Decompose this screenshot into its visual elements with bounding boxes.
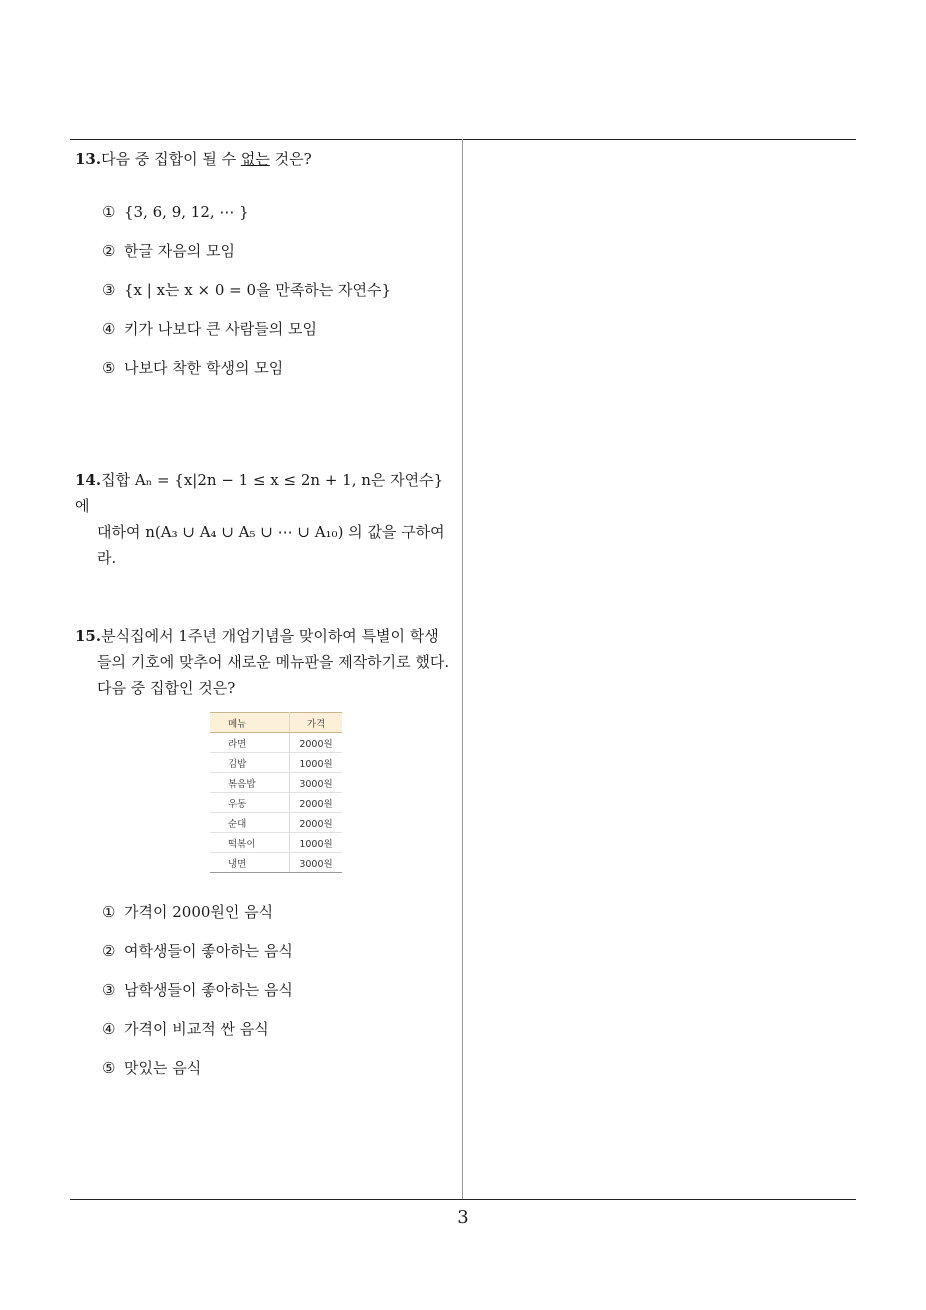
price-cell: 3000원: [290, 853, 343, 873]
choice-mark: ④: [102, 320, 116, 338]
price-cell: 2000원: [290, 733, 343, 753]
table-row: [210, 833, 342, 853]
question-15-choice-3[interactable]: [102, 980, 452, 1019]
question-13-choice-3[interactable]: [102, 280, 452, 319]
table-row: [210, 773, 342, 793]
table-row: [210, 793, 342, 813]
menu-cell: 라면: [210, 733, 290, 753]
choice-mark: ④: [102, 1020, 116, 1038]
menu-price-table: [210, 712, 342, 873]
table-header-row: [210, 713, 342, 733]
menu-cell: 우동: [210, 793, 290, 813]
choice-text: 한글 자음의 모임: [124, 242, 235, 260]
menu-cell: 볶음밥: [210, 773, 290, 793]
price-cell: 2000원: [290, 793, 343, 813]
choice-text: {x | x는 x × 0 = 0을 만족하는 자연수}: [124, 281, 392, 299]
choice-text: 나보다 착한 학생의 모임: [124, 359, 284, 377]
choice-text: 여학생들이 좋아하는 음식: [124, 942, 293, 960]
menu-cell: 순대: [210, 813, 290, 833]
question-15-line-2: 들의 기호에 맞추어 새로운 메뉴판을 제작하기로 했다.: [97, 653, 450, 671]
question-14-line-1: [75, 467, 457, 519]
choice-mark: ③: [102, 281, 116, 299]
question-13-text-after: 것은?: [269, 150, 312, 168]
price-cell: 3000원: [290, 773, 343, 793]
question-15-line-1: [75, 623, 457, 649]
table-row: [210, 733, 342, 753]
column-divider: [462, 139, 463, 1200]
choice-text: 남학생들이 좋아하는 음식: [124, 981, 293, 999]
table-header-menu: 메뉴: [210, 713, 290, 733]
table-header-price: 가격: [290, 713, 343, 733]
bottom-rule: [70, 1199, 856, 1200]
question-13-text-before: 다음 중 집합이 될 수: [101, 150, 241, 168]
choice-mark: ⑤: [102, 1059, 116, 1077]
choice-text: 가격이 2000원인 음식: [124, 903, 274, 921]
question-15-choice-2[interactable]: [102, 941, 452, 980]
table-row: [210, 813, 342, 833]
choice-text: 키가 나보다 큰 사람들의 모임: [124, 320, 317, 338]
table-row: [210, 853, 342, 873]
choice-text: 가격이 비교적 싼 음식: [124, 1020, 269, 1038]
question-13-choices: [102, 202, 452, 397]
question-15-choices: [102, 902, 452, 1097]
page-number: 3: [457, 1207, 469, 1228]
choice-mark: ②: [102, 242, 116, 260]
menu-cell: 떡볶이: [210, 833, 290, 853]
question-13-stem: [75, 146, 457, 172]
question-13-number: 13.: [75, 150, 102, 168]
question-14: [75, 467, 457, 571]
choice-mark: ①: [102, 903, 116, 921]
question-14-number: 14.: [75, 471, 102, 489]
choice-mark: ⑤: [102, 359, 116, 377]
question-13-choice-4[interactable]: [102, 319, 452, 358]
table-row: [210, 753, 342, 773]
question-15: [75, 623, 457, 701]
price-cell: 1000원: [290, 833, 343, 853]
question-13-underlined: 없는: [240, 150, 270, 168]
question-13-choice-1[interactable]: [102, 202, 452, 241]
choice-text: 맛있는 음식: [124, 1059, 202, 1077]
question-14-line-1-text: 집합 Aₙ = {x|2n − 1 ≤ x ≤ 2n + 1, n은 자연수} 에: [75, 471, 444, 515]
top-rule: [70, 139, 856, 140]
choice-mark: ③: [102, 981, 116, 999]
question-15-choice-4[interactable]: [102, 1019, 452, 1058]
choice-mark: ①: [102, 203, 116, 221]
question-15-choice-5[interactable]: [102, 1058, 452, 1097]
price-cell: 2000원: [290, 813, 343, 833]
question-15-line-1-text: 분식집에서 1주년 개업기념을 맞이하여 특별이 학생: [101, 627, 439, 645]
menu-cell: 김밥: [210, 753, 290, 773]
question-13: [75, 146, 457, 172]
choice-text: {3, 6, 9, 12, ⋯ }: [124, 203, 249, 221]
question-13-choice-5[interactable]: [102, 358, 452, 397]
question-13-choice-2[interactable]: [102, 241, 452, 280]
question-15-choice-1[interactable]: [102, 902, 452, 941]
question-15-line-3: 다음 중 집합인 것은?: [97, 679, 236, 697]
question-14-line-2: 대하여 n(A₃ ∪ A₄ ∪ A₅ ∪ ⋯ ∪ A₁₀) 의 값을 구하여라.: [97, 523, 445, 567]
menu-cell: 냉면: [210, 853, 290, 873]
price-cell: 1000원: [290, 753, 343, 773]
question-15-number: 15.: [75, 627, 102, 645]
choice-mark: ②: [102, 942, 116, 960]
